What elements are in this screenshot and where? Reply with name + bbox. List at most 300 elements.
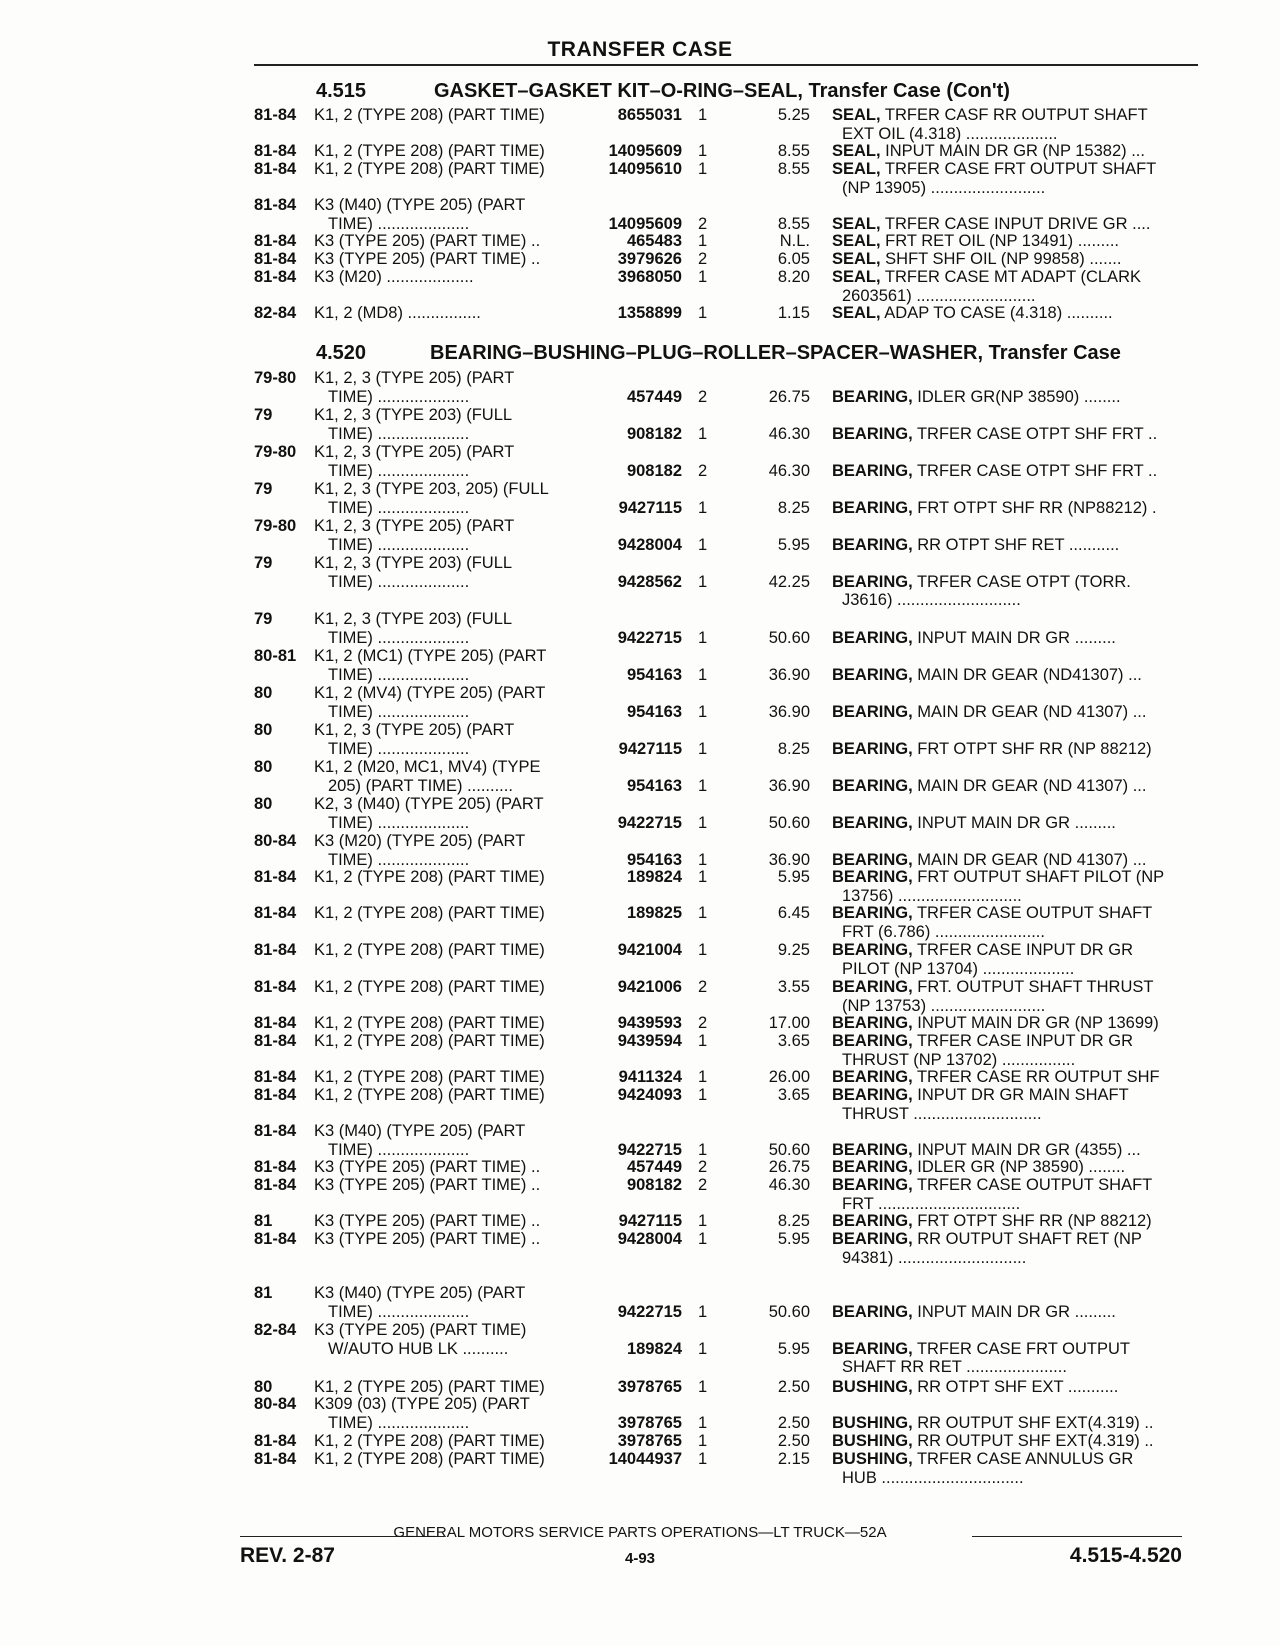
quantity-cell: 1 (698, 160, 708, 178)
quantity-cell: 1 (698, 535, 708, 554)
description-text: RR OUTPUT SHF EXT(4.319) .. (912, 1413, 1154, 1432)
description-cell (832, 232, 1192, 251)
year-cell: 79 (254, 554, 273, 572)
model-line: K1, 2 (TYPE 208) (PART TIME) (314, 1068, 545, 1086)
part-type-label: BEARING, (832, 941, 913, 959)
model-cell (314, 1284, 578, 1321)
part-number-cell: 9427115 (618, 1212, 682, 1230)
part-number-cell: 8655031 (617, 106, 682, 124)
model-line: K3 (TYPE 205) (PART TIME) .. (314, 1230, 541, 1248)
description-text: INPUT MAIN DR GR (NP 15382) ... (880, 142, 1145, 160)
year-cell: 81-84 (254, 1230, 297, 1248)
price-cell: 3.65 (777, 1086, 810, 1104)
quantity-cell: 1 (698, 498, 708, 517)
part-number-cell: 9428004 (617, 535, 682, 554)
year-cell: 81-84 (254, 1176, 297, 1194)
price-cell: 36.90 (768, 665, 810, 684)
description-text: TRFER CASE INPUT DRIVE GR .... (880, 214, 1151, 233)
description-line (832, 1068, 1160, 1086)
quantity-cell: 1 (698, 665, 708, 684)
year-cell: 81-84 (254, 196, 297, 214)
model-cell (314, 369, 578, 406)
price-cell: 26.75 (768, 1158, 810, 1176)
part-number-cell: 9422715 (617, 1302, 682, 1321)
quantity-cell: 1 (698, 1230, 708, 1248)
part-number-cell: 9428562 (617, 572, 682, 591)
price-cell: 50.60 (768, 1140, 810, 1159)
model-line-continued: TIME) .................... (328, 498, 470, 517)
description-text: INPUT MAIN DR GR (4355) ... (912, 1140, 1141, 1159)
year-cell: 81-84 (254, 1086, 297, 1104)
description-line (832, 462, 1157, 480)
model-cell (314, 684, 578, 721)
model-cell (314, 1014, 578, 1033)
model-line: K1, 2 (MV4) (TYPE 205) (PART (314, 684, 546, 702)
description-cell (832, 1212, 1192, 1231)
description-line (832, 904, 1152, 922)
description-text: FRT. OUTPUT SHAFT THRUST (912, 978, 1154, 996)
year-cell: 81-84 (254, 978, 297, 996)
description-text: RR OUTPUT SHAFT RET (NP (912, 1230, 1142, 1248)
description-text: FRT OTPT SHF RR (NP 88212) (912, 739, 1152, 758)
part-type-label: BEARING, (832, 1140, 913, 1159)
model-line: K1, 2, 3 (TYPE 205) (PART (314, 517, 515, 535)
description-line (832, 1432, 1154, 1450)
description-cell (832, 1014, 1192, 1033)
model-line: K1, 2 (MD8) ................ (314, 304, 481, 322)
model-cell (314, 1230, 578, 1249)
description-text: INPUT MAIN DR GR ......... (912, 813, 1116, 832)
quantity-cell: 1 (698, 304, 708, 322)
price-cell: 8.55 (777, 160, 810, 178)
part-type-label: BEARING, (832, 978, 913, 996)
model-cell (314, 721, 578, 758)
quantity-cell: 1 (698, 1339, 708, 1358)
quantity-cell: 1 (698, 628, 708, 647)
model-cell (314, 142, 578, 161)
part-number-cell: 954163 (626, 776, 682, 795)
model-line-continued: TIME) .................... (328, 665, 470, 684)
year-cell: 79 (254, 610, 273, 628)
description-text: FRT OTPT SHF RR (NP 88212) (912, 1212, 1152, 1230)
model-line: K2, 3 (M40) (TYPE 205) (PART (314, 795, 544, 813)
description-cell (832, 629, 1192, 648)
footer-publisher: GENERAL MOTORS SERVICE PARTS OPERATIONS—LT TRUCK—52A (393, 1524, 887, 1541)
part-number-cell: 9422715 (617, 813, 682, 832)
model-cell (314, 268, 578, 287)
model-cell (314, 795, 578, 832)
part-type-label: BEARING, (832, 498, 913, 517)
section-title: BEARING–BUSHING–PLUG–ROLLER–SPACER–WASHER, Transfer Case (430, 341, 1121, 364)
model-line: K1, 2 (TYPE 208) (PART TIME) (314, 1450, 545, 1468)
part-type-label: SEAL, (832, 142, 881, 160)
model-line: K3 (TYPE 205) (PART TIME) .. (314, 1158, 541, 1176)
price-cell: 8.55 (777, 142, 810, 160)
description-cell (832, 1414, 1192, 1433)
part-type-label: BEARING, (832, 1339, 913, 1358)
model-line: K1, 2, 3 (TYPE 203) (FULL (314, 610, 513, 628)
part-number-cell: 1358899 (617, 304, 682, 322)
description-line-continued: THRUST ............................ (842, 1104, 1042, 1123)
model-line: K3 (TYPE 205) (PART TIME) .. (314, 250, 541, 268)
price-cell: 26.00 (768, 1068, 810, 1086)
price-cell: 36.90 (768, 776, 810, 795)
quantity-cell: 1 (698, 572, 708, 591)
description-text: TRFER CASE FRT OUTPUT SHAFT (880, 160, 1157, 178)
part-type-label: BEARING, (832, 702, 913, 721)
page-header: TRANSFER CASE (547, 38, 733, 61)
description-cell (832, 1032, 1192, 1069)
part-type-label: BEARING, (832, 572, 913, 591)
year-cell: 80 (254, 795, 273, 813)
price-cell: 26.75 (768, 387, 810, 406)
year-cell: 80 (254, 758, 273, 776)
description-line (832, 978, 1153, 996)
part-type-label: BEARING, (832, 1086, 913, 1104)
model-cell (314, 1068, 578, 1087)
description-line (832, 142, 1145, 160)
model-line-continued: TIME) .................... (328, 424, 470, 443)
part-type-label: BEARING, (832, 387, 913, 406)
year-cell: 80-84 (254, 832, 297, 850)
price-cell: 17.00 (768, 1014, 810, 1032)
price-cell: 5.95 (777, 868, 810, 886)
description-line (832, 1014, 1159, 1032)
part-type-label: SEAL, (832, 160, 881, 178)
model-cell (314, 647, 578, 684)
year-cell: 80 (254, 721, 273, 739)
quantity-cell: 2 (698, 1014, 708, 1032)
model-cell (314, 904, 578, 923)
quantity-cell: 2 (698, 1176, 708, 1194)
quantity-cell: 1 (698, 1378, 708, 1396)
model-cell (314, 1212, 578, 1231)
model-cell (314, 1158, 578, 1177)
quantity-cell: 1 (698, 232, 708, 250)
model-line-continued: 205) (PART TIME) .......... (328, 776, 513, 795)
description-line-continued: (NP 13905) ......................... (842, 178, 1046, 197)
part-number-cell: 908182 (626, 1176, 682, 1194)
model-line: K3 (M40) (TYPE 205) (PART (314, 196, 526, 214)
price-cell: 46.30 (768, 461, 810, 480)
description-text: TRFER CASE ANNULUS GR (912, 1450, 1134, 1468)
price-cell: 5.95 (777, 1230, 810, 1248)
description-text: MAIN DR GEAR (ND 41307) ... (912, 776, 1147, 795)
quantity-cell: 1 (698, 904, 708, 922)
model-line: K1, 2 (TYPE 208) (PART TIME) (314, 868, 545, 886)
model-cell (314, 868, 578, 887)
part-number-cell: 9428004 (617, 1230, 682, 1248)
year-cell: 81-84 (254, 1158, 297, 1176)
price-cell: 3.55 (777, 978, 810, 996)
description-cell (832, 1303, 1192, 1322)
description-text: INPUT MAIN DR GR ......... (912, 1302, 1116, 1321)
part-number-cell: 457449 (626, 387, 682, 406)
model-line: K1, 2 (TYPE 208) (PART TIME) (314, 904, 545, 922)
part-type-label: BEARING, (832, 1302, 913, 1321)
model-line: K1, 2, 3 (TYPE 205) (PART (314, 721, 515, 739)
model-cell (314, 1122, 578, 1159)
model-cell (314, 941, 578, 960)
price-cell: 5.95 (777, 1339, 810, 1358)
part-number-cell: 189824 (626, 1339, 682, 1358)
part-type-label: BEARING, (832, 1176, 913, 1194)
quantity-cell: 1 (698, 1212, 708, 1230)
price-cell: 50.60 (768, 1302, 810, 1321)
section-number: 4.515 (316, 79, 367, 102)
quantity-cell: 1 (698, 941, 708, 959)
quantity-cell: 2 (698, 250, 708, 268)
description-line-continued: (NP 13753) ......................... (842, 996, 1046, 1015)
model-cell (314, 758, 578, 795)
price-cell: 5.25 (777, 106, 810, 124)
quantity-cell: 1 (698, 106, 708, 124)
model-cell (314, 832, 578, 869)
description-text: TRFER CASE RR OUTPUT SHF (912, 1068, 1160, 1086)
quantity-cell: 2 (698, 978, 708, 996)
year-cell: 81 (254, 1284, 273, 1302)
description-cell (832, 1158, 1192, 1177)
price-cell: 8.25 (777, 498, 810, 517)
description-line (832, 1230, 1142, 1248)
description-cell (832, 142, 1192, 161)
part-number-cell: 3968050 (617, 268, 682, 286)
part-number-cell: 465483 (626, 232, 682, 250)
model-cell (314, 106, 578, 125)
description-text: IDLER GR (NP 38590) ........ (912, 1158, 1126, 1176)
description-line (832, 1303, 1116, 1321)
quantity-cell: 1 (698, 1086, 708, 1104)
footer-section-range: 4.515-4.520 (1069, 1544, 1182, 1567)
price-cell: 8.25 (777, 1212, 810, 1230)
part-number-cell: 908182 (626, 424, 682, 443)
year-cell: 79-80 (254, 517, 297, 535)
model-line: K1, 2 (TYPE 208) (PART TIME) (314, 978, 545, 996)
price-cell: 9.25 (777, 941, 810, 959)
part-number-cell: 9427115 (618, 739, 682, 758)
part-type-label: BEARING, (832, 461, 913, 480)
description-line (832, 1032, 1133, 1050)
description-text: INPUT MAIN DR GR ......... (912, 628, 1116, 647)
model-line-continued: TIME) .................... (328, 628, 470, 647)
model-line-continued: TIME) .................... (328, 214, 470, 233)
part-number-cell: 189824 (626, 868, 682, 886)
quantity-cell: 1 (698, 1140, 708, 1159)
description-cell (832, 1086, 1192, 1123)
model-cell (314, 480, 578, 517)
section-number: 4.520 (316, 341, 367, 364)
part-type-label: BEARING, (832, 813, 913, 832)
section-heading-4520 (0, 340, 1280, 366)
part-type-label: SEAL, (832, 304, 881, 322)
description-line (832, 106, 1148, 124)
year-cell: 81-84 (254, 160, 297, 178)
description-text: RR OTPT SHF RET ........... (912, 535, 1120, 554)
description-cell (832, 777, 1192, 796)
model-cell (314, 1176, 578, 1195)
description-line-continued: 94381) ............................ (842, 1248, 1027, 1267)
model-line: K3 (TYPE 205) (PART TIME) .. (314, 1212, 541, 1230)
year-cell: 81-84 (254, 1068, 297, 1086)
price-cell: 8.25 (777, 739, 810, 758)
quantity-cell: 1 (698, 1302, 708, 1321)
description-text: INPUT DR GR MAIN SHAFT (912, 1086, 1129, 1104)
description-text: MAIN DR GEAR (ND41307) ... (912, 665, 1142, 684)
price-cell: 1.15 (777, 304, 810, 322)
description-text: MAIN DR GEAR (ND 41307) ... (912, 702, 1147, 721)
model-line: K3 (M40) (TYPE 205) (PART (314, 1284, 526, 1302)
part-number-cell: 9439593 (617, 1014, 682, 1032)
description-line (832, 1086, 1129, 1104)
description-cell (832, 1340, 1192, 1377)
section-heading-4515 (0, 78, 1280, 104)
description-line (832, 941, 1133, 959)
price-cell: 36.90 (768, 850, 810, 869)
price-cell: 5.95 (777, 535, 810, 554)
model-line-continued: TIME) .................... (328, 387, 470, 406)
description-text: RR OTPT SHF EXT ........... (912, 1378, 1119, 1396)
footer-page-number: 4-93 (624, 1550, 656, 1567)
price-cell: 8.20 (777, 268, 810, 286)
year-cell: 79-80 (254, 369, 297, 387)
description-cell (832, 941, 1192, 978)
model-line: K1, 2, 3 (TYPE 205) (PART (314, 369, 515, 387)
description-text: ADAP TO CASE (4.318) .......... (880, 304, 1113, 322)
model-line: K1, 2, 3 (TYPE 205) (PART (314, 443, 515, 461)
year-cell: 81-84 (254, 1432, 297, 1450)
description-line (832, 777, 1146, 795)
part-number-cell: 3979626 (617, 250, 682, 268)
part-type-label: SEAL, (832, 232, 881, 250)
year-cell: 80 (254, 684, 273, 702)
description-line (832, 268, 1141, 286)
description-cell (832, 1141, 1192, 1160)
description-cell (832, 160, 1192, 197)
description-line (832, 666, 1142, 684)
description-text: SHFT SHF OIL (NP 99858) ....... (880, 250, 1122, 268)
part-number-cell: 9411324 (618, 1068, 682, 1086)
part-number-cell: 14095610 (608, 160, 682, 178)
description-line-continued: FRT ............................... (842, 1194, 1021, 1213)
description-line (832, 1450, 1133, 1468)
part-number-cell: 9422715 (617, 628, 682, 647)
description-text: TRFER CASE OTPT SHF FRT .. (912, 424, 1158, 443)
model-line: K1, 2 (TYPE 208) (PART TIME) (314, 1014, 545, 1032)
part-number-cell: 908182 (626, 461, 682, 480)
description-line (832, 1141, 1141, 1159)
part-type-label: BUSHING, (832, 1450, 913, 1468)
price-cell: 42.25 (768, 572, 810, 591)
model-line: K3 (M40) (TYPE 205) (PART (314, 1122, 526, 1140)
model-line: K3 (M20) (TYPE 205) (PART (314, 832, 526, 850)
part-number-cell: 9422715 (617, 1140, 682, 1159)
description-line-continued: J3616) ........................... (842, 591, 1021, 609)
year-cell: 81-84 (254, 1450, 297, 1468)
description-text: IDLER GR(NP 38590) ........ (912, 387, 1121, 406)
model-cell (314, 1432, 578, 1451)
model-line: K1, 2, 3 (TYPE 203) (FULL (314, 406, 513, 424)
quantity-cell: 2 (698, 387, 708, 406)
part-type-label: SEAL, (832, 214, 881, 233)
part-number-cell: 954163 (626, 665, 682, 684)
description-cell (832, 499, 1192, 518)
price-cell: 2.50 (777, 1378, 810, 1396)
year-cell: 80-81 (254, 647, 297, 665)
description-text: MAIN DR GEAR (ND 41307) ... (912, 850, 1147, 869)
model-cell (314, 406, 578, 443)
part-type-label: BEARING, (832, 776, 913, 795)
part-number-cell: 457449 (626, 1158, 682, 1176)
model-cell (314, 978, 578, 997)
quantity-cell: 1 (698, 142, 708, 160)
description-line (832, 629, 1116, 647)
part-type-label: BUSHING, (832, 1378, 913, 1396)
description-line (832, 536, 1119, 554)
part-type-label: BEARING, (832, 868, 913, 886)
quantity-cell: 1 (698, 739, 708, 758)
model-line-continued: TIME) .................... (328, 1413, 470, 1432)
model-line-continued: TIME) .................... (328, 813, 470, 832)
description-cell (832, 666, 1192, 685)
model-line: K1, 2 (TYPE 208) (PART TIME) (314, 1086, 545, 1104)
model-line-continued: TIME) .................... (328, 572, 470, 591)
quantity-cell: 1 (698, 1413, 708, 1432)
model-cell (314, 1321, 578, 1358)
part-number-cell: 9421006 (617, 978, 682, 996)
description-line (832, 388, 1121, 406)
description-text: TRFER CASE OUTPUT SHAFT (912, 1176, 1153, 1194)
description-line (832, 215, 1150, 233)
price-cell: 3.65 (777, 1032, 810, 1050)
year-cell: 79 (254, 406, 273, 424)
description-line (832, 250, 1121, 268)
part-type-label: BEARING, (832, 1014, 913, 1032)
part-type-label: BEARING, (832, 1068, 913, 1086)
description-cell (832, 425, 1192, 444)
description-line-continued: EXT OIL (4.318) .................... (842, 124, 1058, 143)
part-number-cell: 3978765 (617, 1413, 682, 1432)
price-cell: 46.30 (768, 1176, 810, 1194)
price-cell: 2.50 (777, 1413, 810, 1432)
part-number-cell: 9424093 (617, 1086, 682, 1104)
model-cell (314, 1086, 578, 1105)
description-cell (832, 868, 1192, 905)
model-line: K1, 2, 3 (TYPE 203, 205) (FULL (314, 480, 549, 498)
model-cell (314, 517, 578, 554)
quantity-cell: 1 (698, 1432, 708, 1450)
model-cell (314, 196, 578, 233)
description-cell (832, 268, 1192, 305)
model-line: K1, 2, 3 (TYPE 203) (FULL (314, 554, 513, 572)
description-cell (832, 304, 1192, 323)
description-line (832, 1414, 1154, 1432)
price-cell: 8.55 (777, 214, 810, 233)
model-line-continued: TIME) .................... (328, 1140, 470, 1159)
header-rule (254, 64, 1198, 66)
quantity-cell: 1 (698, 850, 708, 869)
description-cell (832, 1432, 1192, 1451)
model-cell (314, 1450, 578, 1469)
year-cell: 81 (254, 1212, 273, 1230)
quantity-cell: 2 (698, 461, 708, 480)
part-type-label: BUSHING, (832, 1413, 913, 1432)
model-cell (314, 1378, 578, 1397)
model-line: K1, 2 (TYPE 208) (PART TIME) (314, 941, 545, 959)
part-type-label: BEARING, (832, 424, 913, 443)
year-cell: 81-84 (254, 904, 297, 922)
part-number-cell: 189825 (626, 904, 682, 922)
model-cell (314, 304, 578, 323)
